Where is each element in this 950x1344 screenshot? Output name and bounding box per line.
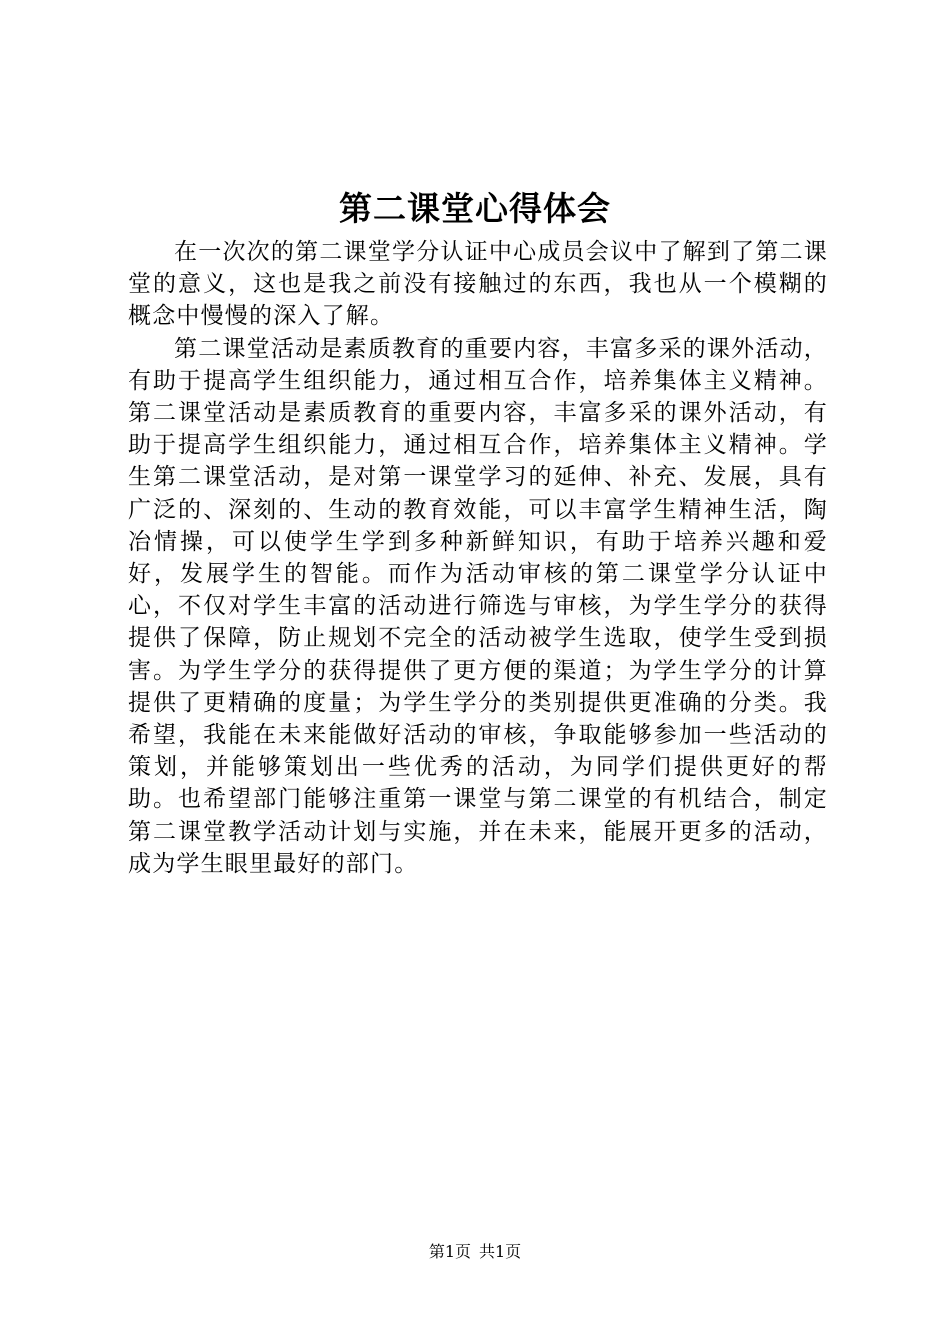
page-number-current: 第1页 bbox=[428, 1242, 471, 1261]
paragraph-main: 第二课堂活动是素质教育的重要内容，丰富多采的课外活动，有助于提高学生组织能力，通过相互合作，培养集体主义精神。第二课堂活动是素质教育的重要内容，丰富多采的课外活动，有助于提高学生组织能力，通过相互合作，培养集体主义精神。学生第二课堂活动，是对第一课堂学习的延伸、补充、发展，具有广泛的、深刻的、生动的教育效能，可以丰富学生精神生活，陶冶情操，可以使学生学到多种新鲜知识，有助于培养兴趣和爱好，发展学生的智能。而作为活动审核的第二课堂学分认证中心，不仅对学生丰富的活动进行筛选与审核，为学生学分的获得提供了保障，防止规划不完全的活动被学生选取，使学生受到损害。为学生学分的获得提供了更方便的渠道；为学生学分的计算提供了更精确的度量；为学生学分的类别提供更准确的分类。我希望，我能在未来能做好活动的审核，争取能够参加一些活动的策划，并能够策划出一些优秀的活动，为同学们提供更好的帮助。也希望部门能够注重第一课堂与第二课堂的有机结合，制定第二课堂教学活动计划与实施，并在未来，能展开更多的活动，成为学生眼里最好的部门。 bbox=[128, 335, 828, 877]
page-footer bbox=[0, 1240, 950, 1264]
page-number-total: 共1页 bbox=[479, 1242, 522, 1261]
document-title: 第二课堂心得体会 bbox=[339, 189, 611, 228]
paragraph-intro: 在一次次的第二课堂学分认证中心成员会议中了解到了第二课堂的意义，这也是我之前没有接触过的东西，我也从一个模糊的概念中慢慢的深入了解。 bbox=[128, 239, 828, 330]
document-body bbox=[128, 236, 828, 880]
